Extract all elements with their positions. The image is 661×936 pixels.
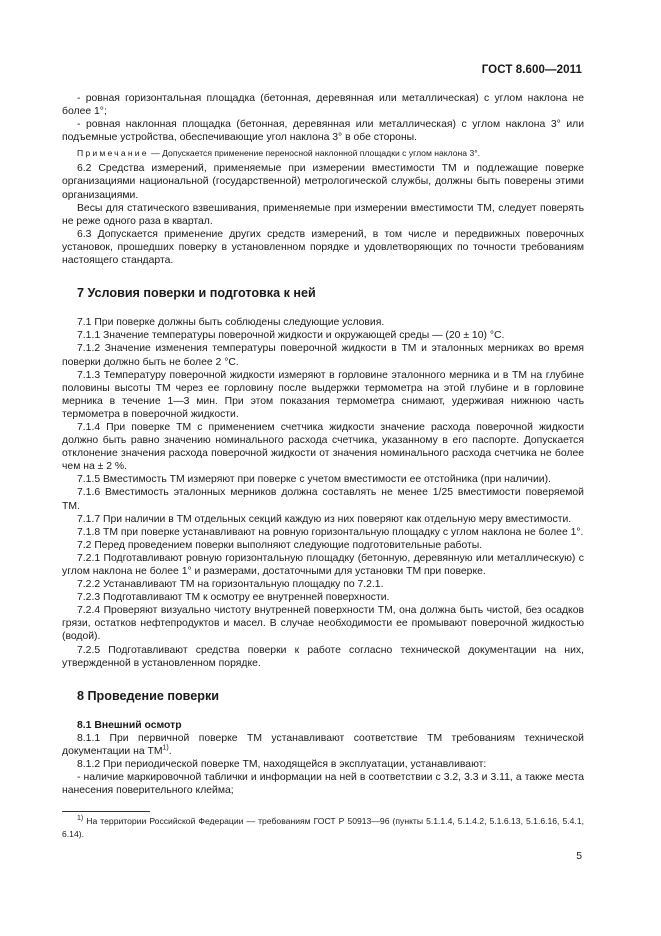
section-7-heading: 7 Условия поверки и подготовка к ней: [77, 286, 316, 301]
clause-7-2-1: 7.2.1 Подготавливают ровную горизонтальную площадку (бетонную, деревянную или металлическую) с углом наклона не более 1° и размерами, достаточными для установки ТМ при поверке.: [62, 552, 584, 577]
note-label: Примечание: [77, 148, 149, 159]
clause-8-1-2: 8.1.2 При периодической поверке ТМ, находящейся в эксплуатации, устанавливают:: [77, 759, 487, 771]
clause-7-2-4: 7.2.4 Проверяют визуально чистоту внутренней поверхности ТМ, она должна быть чистой, без осадков грязи, остатков нефтепродуктов и масел. В случае необходимости ее промывают поверочной жидкостью (водой).: [62, 605, 584, 643]
clause-6-2: 6.2 Средства измерений, применяемые при измерении вместимости ТМ и подлежащие поверке организациями национальной (государственной) метрологической службы, должны быть поверены этими организациями.: [62, 163, 584, 201]
note-text: — Допускается применение переносной наклонной площадки с углом наклона 3°.: [148, 148, 481, 159]
footnote-divider: [62, 811, 150, 812]
footnote: [62, 815, 584, 840]
footnote-text: На территории Российской Федерации — требованиям ГОСТ Р 50913—96 (пункты 5.1.1.4, 5.1.4.2, 5.1.6.13, 5.1.6.16, 5.4.1, 6.14).: [62, 816, 584, 839]
clause-8-1-1-end: .: [168, 746, 172, 758]
clause-7-1-1: 7.1.1 Значение температуры поверочной жидкости и окружающей среды — (20 ± 10) °C.: [77, 330, 505, 342]
bullet-horizontal-platform: - ровная горизонтальная площадка (бетонная, деревянная или металлическая) с углом наклона не более 1°;: [62, 93, 584, 118]
clause-7-1-2: 7.1.2 Значение изменения температуры поверочной жидкости в ТМ и эталонных мерниках во время поверки должно быть не более 2 °C.: [62, 343, 584, 368]
note: [62, 147, 584, 159]
clause-7-2: 7.2 Перед проведением поверки выполняют следующие подготовительные работы.: [77, 539, 483, 551]
section-8-heading: 8 Проведение поверки: [77, 688, 219, 703]
clause-7-1: 7.1 При поверке должны быть соблюдены следующие условия.: [77, 317, 385, 329]
clause-8-1-1: [62, 732, 584, 758]
page-body: [62, 92, 584, 797]
footnote-reference[interactable]: 1): [162, 744, 169, 752]
clause-7-1-4: 7.1.4 При поверке ТМ с применением счетчика жидкости значение расхода поверочной жидкости должно быть равно значению номинального расхода счетчика, указанному в его паспорте. Допускается отклонение значения расхода поверочной жидкости от значения номинального расхода счетчика не более чем на ± 2 %.: [62, 421, 584, 473]
clause-8-1-2-bullet: - наличие маркировочной таблички и информации на ней в соответствии с 3.2, 3.3 и 3.11, а также места нанесения поверительного клейма;: [62, 772, 584, 797]
clause-6-3: 6.3 Допускается применение других средств измерений, в том числе и передвижных поверочных установок, прошедших поверку в установленном порядке и удовлетворяющих по точности требованиям настоящего стандарта.: [62, 228, 584, 267]
clause-7-1-3: 7.1.3 Температуру поверочной жидкости измеряют в горловине эталонного мерника и в ТМ на глубине половины высоты ТМ через ее горловину после выдержки термометра на этой глубине и в горловине мерника в течение 1—3 мин. При этом показания термометра снимают, удерживая нижнюю часть термометра в поверочной жидкости.: [62, 369, 584, 420]
clause-8-1-1-text: 8.1.1 При первичной поверке ТМ устанавливают соответствие ТМ требованиям технической документации на ТМ: [62, 732, 584, 758]
bullet-inclined-platform: - ровная наклонная площадка (бетонная, деревянная или металлическая) с углом наклона 3° или подъемные устройства, обеспечивающие угол наклона 3° в обе стороны.: [62, 119, 584, 144]
clause-7-1-5: 7.1.5 Вместимость ТМ измеряют при поверке с учетом вместимости ее отстойника (при наличии).: [77, 474, 551, 486]
clause-6-2-scales: Весы для статического взвешивания, применяемые при измерении вместимости ТМ, следует поверять не реже одного раза в квартал.: [62, 202, 584, 227]
clause-7-1-8: 7.1.8 ТМ при поверке устанавливают на ровную горизонтальную площадку с углом наклона не более 1°.: [77, 526, 584, 538]
document-code-header: ГОСТ 8.600—2011: [481, 64, 582, 76]
clause-7-2-5: 7.2.5 Подготавливают средства поверки к работе согласно технической документации на них, утвержденной в установленном порядке.: [62, 644, 584, 669]
clause-7-2-2: 7.2.2 Устанавливают ТМ на горизонтальную площадку по 7.2.1.: [77, 579, 384, 591]
clause-7-2-3: 7.2.3 Подготавливают ТМ к осмотру ее внутренней поверхности.: [77, 592, 390, 604]
subsection-8-1-heading: 8.1 Внешний осмотр: [77, 719, 182, 731]
page-number: 5: [576, 851, 582, 862]
clause-7-1-6: 7.1.6 Вместимость эталонных мерников должна составлять не менее 1/25 вместимости поверяемой ТМ.: [62, 487, 584, 512]
clause-7-1-7: 7.1.7 При наличии в ТМ отдельных секций каждую из них поверяют как отдельную меру вместимости.: [77, 513, 572, 525]
footnote-mark: 1): [77, 815, 84, 823]
